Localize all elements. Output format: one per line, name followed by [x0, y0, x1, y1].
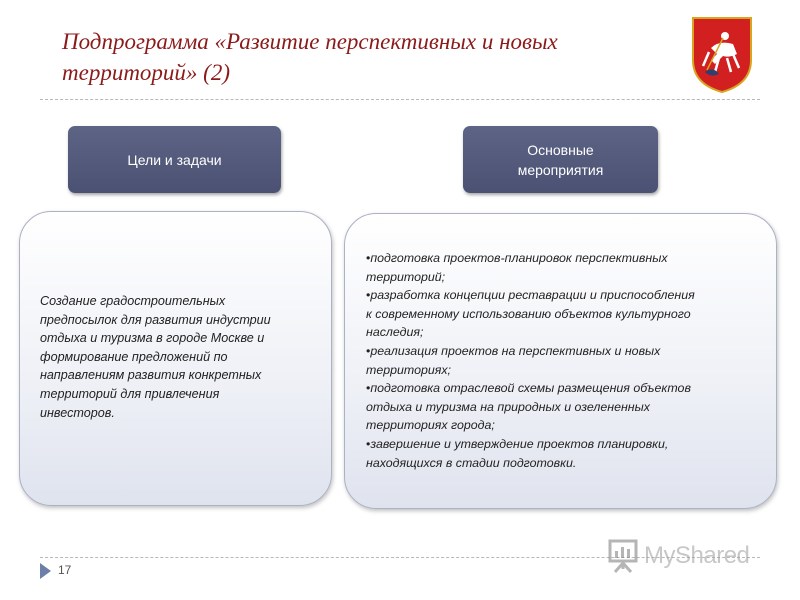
title-line-1: Подпрограмма «Развитие перспективных и новых — [62, 29, 558, 54]
activities-list — [366, 249, 764, 472]
goals-line: отдыха и туризма в городе Москве и — [40, 331, 265, 346]
bullet-icon: • — [366, 381, 371, 396]
activities-tab-label — [518, 140, 604, 180]
list-item — [366, 286, 764, 342]
list-item-line: отдыха и туризма на природных и озелененных — [366, 399, 650, 414]
goals-tab-label: Цели и задачи — [127, 151, 222, 168]
presentation-board-icon — [608, 539, 638, 573]
goals-line: предпосылок для развития индустрии — [40, 312, 271, 327]
list-item-line: разработка концепции реставрации и приспособления — [370, 288, 695, 303]
list-item-line: территорий; — [366, 269, 446, 284]
activities-tab-line-1: Основные — [527, 141, 594, 158]
list-item-line: находящихся в стадии подготовки. — [366, 455, 577, 470]
bullet-icon: • — [366, 251, 371, 265]
list-item — [366, 249, 764, 286]
list-item-line: территориях города; — [366, 418, 495, 433]
slide-arrow-icon — [40, 563, 51, 579]
activities-tab-line-2: мероприятия — [517, 161, 604, 178]
goals-line: Создание градостроительных — [40, 294, 226, 308]
list-item — [366, 379, 764, 435]
goals-line: направлениям развития конкретных — [40, 368, 262, 383]
goals-line: инвесторов. — [40, 405, 115, 420]
list-item-line: реализация проектов на перспективных и новых — [370, 343, 661, 358]
title-line-2: территорий» (2) — [62, 60, 230, 85]
moscow-coat-of-arms-icon — [689, 14, 755, 94]
list-item-line: подготовка проектов-планировок перспективных — [370, 251, 668, 265]
watermark — [608, 538, 749, 574]
slide-title — [62, 26, 672, 88]
list-item-line: завершение и утверждение проектов планировки, — [370, 436, 669, 451]
list-item — [366, 342, 764, 379]
watermark-text: MyShared — [644, 542, 750, 569]
list-item-line: к современному использованию объектов культурного — [366, 306, 691, 321]
header-divider — [40, 99, 760, 100]
bullet-icon: • — [366, 436, 371, 451]
list-item-line: территориях; — [366, 362, 451, 377]
goals-text — [40, 292, 315, 422]
goals-tab — [68, 126, 281, 193]
list-item-line: наследия; — [366, 325, 424, 340]
goals-line: формирование предложений по — [40, 349, 228, 364]
page-number: 17 — [58, 563, 72, 577]
activities-tab — [463, 126, 658, 193]
bullet-icon: • — [366, 343, 371, 358]
bullet-icon: • — [366, 288, 371, 303]
goals-line: территорий для привлечения — [40, 386, 220, 401]
list-item-line: подготовка отраслевой схемы размещения объектов — [370, 381, 691, 396]
list-item — [366, 435, 764, 472]
